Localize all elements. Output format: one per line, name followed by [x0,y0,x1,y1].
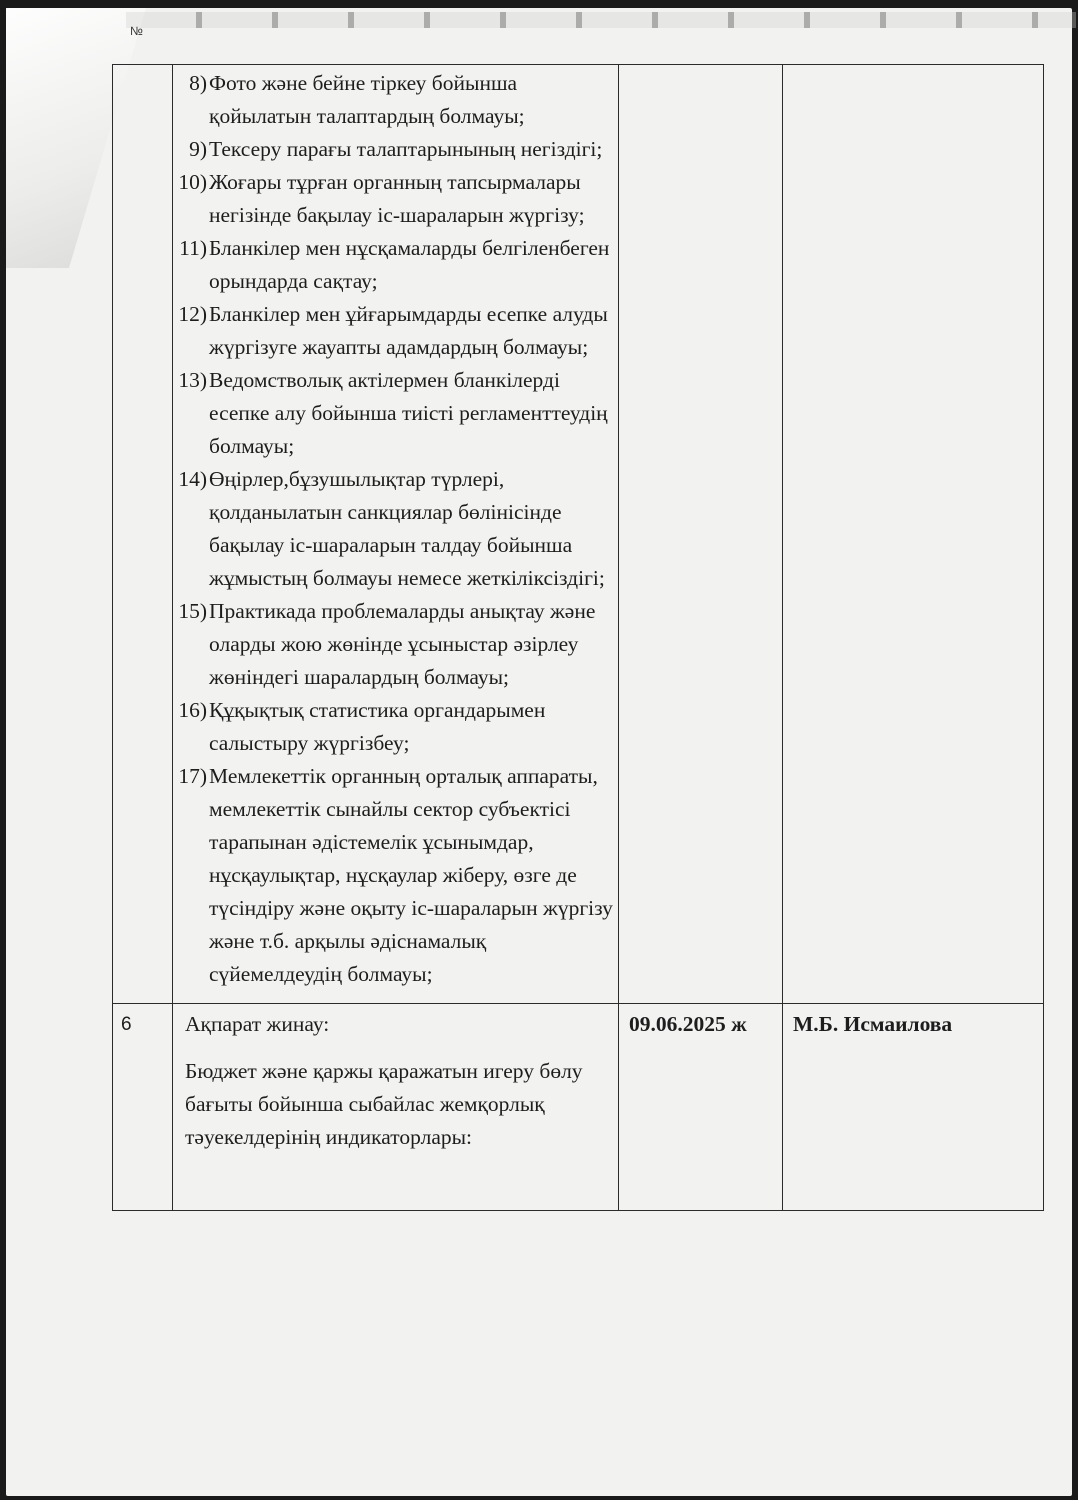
list-item-number: 17) [178,764,207,788]
list-item [173,694,618,760]
plan-table [112,64,1044,1211]
list-item-number: 10) [178,170,207,194]
date-cell [619,65,783,1004]
responsible-cell [783,65,1044,1004]
list-item-text: Ведомстволық актілермен бланкілерді есепке алу бойынша тиісті регламенттеудің болмауы; [209,368,608,458]
list-item [173,595,618,694]
list-item [173,298,618,364]
number-cell [113,65,173,1004]
risk-item-list [173,65,618,1003]
list-item-text: Фото және бейне тіркеу бойынша қойылатын талаптардың болмауы; [209,71,525,128]
list-item-text: Жоғары тұрған органның тапсырмалары негізінде бақылау іс-шараларын жүргізу; [209,170,585,227]
list-item-text: Бланкілер мен нұсқамаларды белгіленбеген орындарда сақтау; [209,236,610,293]
row-body: Бюджет және қаржы қаражатын игеру бөлу бағыты бойынша сыбайлас жемқорлық тәуекелдерінің индикаторлары: [185,1059,583,1149]
table-row-6 [113,1004,1044,1211]
list-item [173,463,618,595]
list-item [173,166,618,232]
list-item-text: Мемлекеттік органның орталық аппараты, мемлекеттік сынайлы сектор субъектісі тарапынан әдістемелік ұсынымдар, нұсқаулықтар, нұсқаулар жіберу, өзге де түсіндіру және оқыту іс-шараларын жүргізу және т.б. арқылы әдіснамалық сүйемелдеудің болмауы; [209,764,613,986]
row-number: 6 [113,1004,173,1211]
list-item [173,364,618,463]
list-item-text: Бланкілер мен ұйғарымдарды есепке алуды жүргізуге жауапты адамдардың болмауы; [209,302,608,359]
previous-page-edge [126,12,1076,28]
list-item-number: 15) [178,599,207,623]
list-item [173,67,618,133]
list-item-number: 11) [179,236,207,260]
description-cell [173,65,619,1004]
list-item-text: Құқықтық статистика органдарымен салыстыру жүргізбеу; [209,698,546,755]
date-cell: 09.06.2025 ж [619,1004,783,1211]
list-item [173,760,618,991]
list-item-number: 9) [189,137,207,161]
list-item-number: 13) [178,368,207,392]
list-item [173,232,618,298]
row-heading: Ақпарат жинау: [185,1012,330,1036]
header-marker: № [130,24,143,38]
list-item-number: 8) [189,71,207,95]
list-item [173,133,618,166]
list-item-text: Практикада проблемаларды анықтау және оларды жою жөнінде ұсыныстар әзірлеу жөніндегі шаралардың болмауы; [209,599,596,689]
list-item-text: Өңірлер,бұзушылықтар түрлері, қолданылатын санкциялар бөлінісінде бақылау іс-шараларын талдау бойынша жұмыстың болмауы немесе жеткіліксіздігі; [209,467,605,590]
table-row-continuation [113,65,1044,1004]
list-item-text: Тексеру парағы талаптарынының негіздігі; [209,137,603,161]
list-item-number: 16) [178,698,207,722]
description-cell [173,1004,619,1211]
responsible-cell: М.Б. Исмаилова [783,1004,1044,1211]
list-item-number: 12) [178,302,207,326]
list-item-number: 14) [178,467,207,491]
